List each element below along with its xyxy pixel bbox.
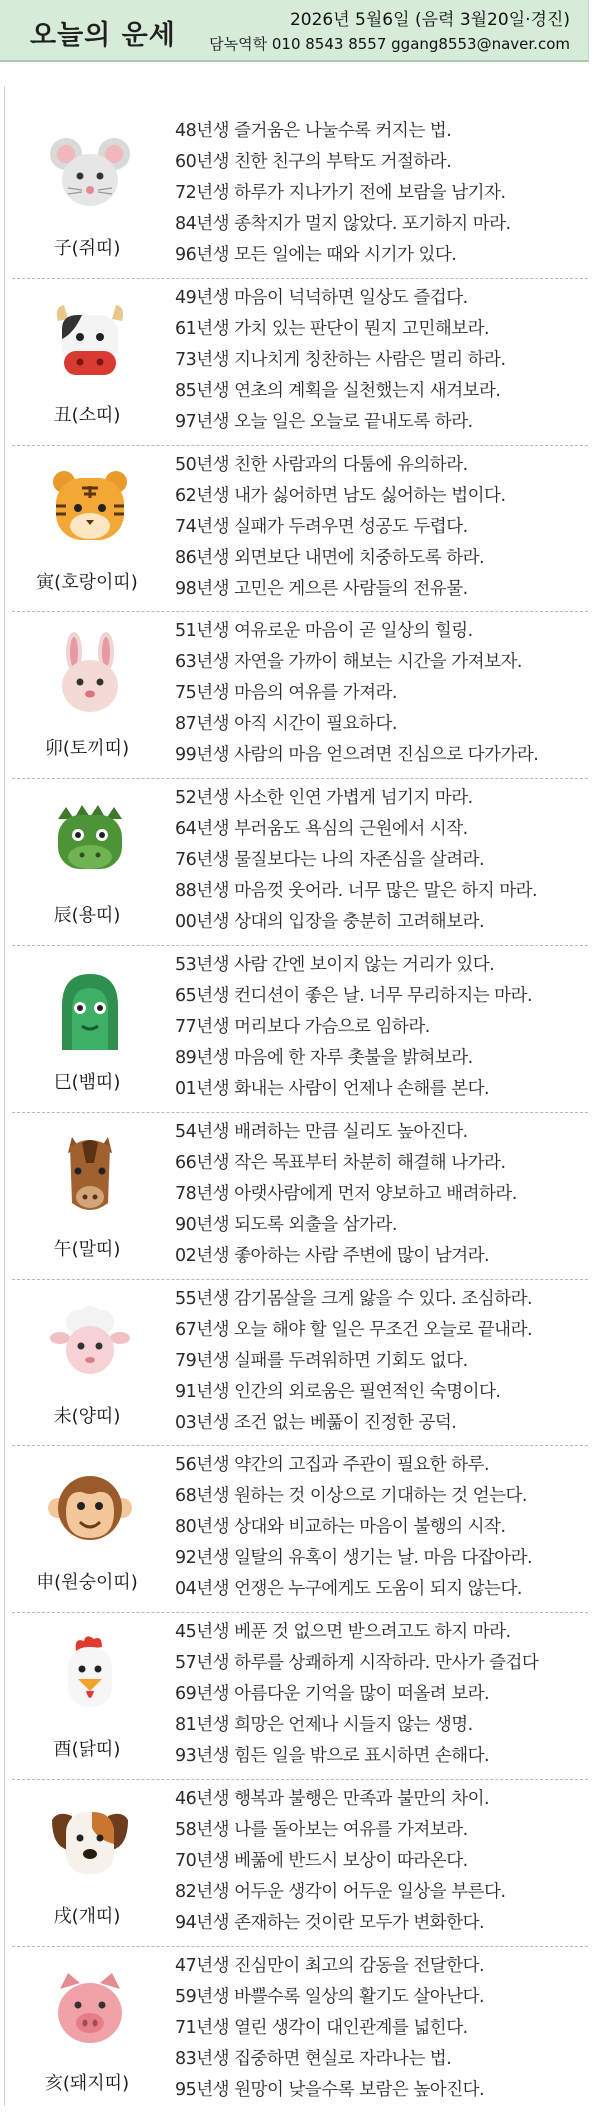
fortune-line: 99년생 사람의 마음 얻으려면 진심으로 다가가라. bbox=[175, 745, 539, 766]
zodiac-animal bbox=[12, 612, 162, 777]
fortune-line: 70년생 베풂에 반드시 보상이 따라온다. bbox=[175, 1850, 468, 1871]
fortune-line: 86년생 외면보단 내면에 치중하도록 하라. bbox=[175, 547, 485, 568]
rat-icon bbox=[48, 132, 132, 216]
zodiac-row bbox=[12, 1613, 588, 1780]
fortune-line: 75년생 마음의 여유를 가져라. bbox=[175, 683, 397, 704]
fortune-line: 62년생 내가 싫어하면 남도 싫어하는 법이다. bbox=[175, 485, 506, 506]
snake-icon bbox=[48, 966, 132, 1050]
page-title: 오늘의 운세 bbox=[30, 20, 176, 51]
zodiac-row bbox=[12, 446, 588, 613]
fortune-line: 55년생 감기몸살을 크게 앓을 수 있다. 조심하라. bbox=[175, 1288, 533, 1309]
zodiac-animal bbox=[12, 1113, 162, 1278]
zodiac-label: 子(쥐띠) bbox=[53, 238, 121, 259]
fortune-line: 88년생 마음껏 웃어라. 너무 많은 말은 하지 마라. bbox=[175, 881, 538, 902]
fortune-line: 57년생 하루를 상쾌하게 시작하라. 만사가 즐겁다 bbox=[175, 1653, 539, 1674]
fortune-line: 65년생 컨디션이 좋은 날. 너무 무리하지는 마라. bbox=[175, 985, 533, 1006]
fortune-line: 77년생 머리보다 가슴으로 임하라. bbox=[175, 1016, 430, 1037]
zodiac-animal bbox=[12, 112, 162, 277]
ox-icon bbox=[48, 299, 132, 383]
fortune-line: 59년생 바쁠수록 일상의 활기도 살아난다. bbox=[175, 1986, 485, 2007]
tiger-icon bbox=[48, 466, 132, 550]
fortune-line: 52년생 사소한 인연 가볍게 넘기지 마라. bbox=[175, 788, 473, 809]
zodiac-animal bbox=[12, 1613, 162, 1778]
zodiac-row bbox=[12, 1280, 588, 1447]
fortune-line: 85년생 연초의 계획을 실천했는지 새겨보라. bbox=[175, 380, 501, 401]
fortune-lines bbox=[175, 116, 595, 271]
fortune-line: 46년생 행복과 불행은 만족과 불만의 차이. bbox=[175, 1788, 490, 1809]
fortune-line: 96년생 모든 일에는 때와 시기가 있다. bbox=[175, 245, 457, 265]
zodiac-row bbox=[12, 612, 588, 779]
fortune-line: 74년생 실패가 두려우면 성공도 두렵다. bbox=[175, 516, 468, 537]
fortune-line: 87년생 아직 시간이 필요하다. bbox=[175, 714, 397, 735]
fortune-line: 80년생 상대와 비교하는 마음이 불행의 시작. bbox=[175, 1517, 506, 1538]
fortune-line: 76년생 물질보다는 나의 자존심을 살려라. bbox=[175, 850, 485, 871]
rabbit-icon bbox=[48, 632, 132, 716]
fortune-line: 98년생 고민은 게으른 사람들의 전유물. bbox=[175, 578, 468, 599]
zodiac-animal bbox=[12, 1280, 162, 1445]
fortune-line: 91년생 인간의 외로움은 필연적인 숙명이다. bbox=[175, 1381, 501, 1402]
zodiac-row bbox=[12, 1113, 588, 1280]
fortune-line: 03년생 조건 없는 베풂이 진정한 공덕. bbox=[175, 1412, 457, 1433]
date-line: 2026년 5월6일 (음력 3월20일·경진) bbox=[289, 10, 570, 30]
zodiac-label: 丑(소띠) bbox=[53, 404, 121, 426]
fortune-line: 53년생 사람 간엔 보이지 않는 거리가 있다. bbox=[175, 954, 495, 975]
sheep-icon bbox=[48, 1300, 132, 1384]
zodiac-row bbox=[12, 1780, 588, 1947]
zodiac-label: 酉(닭띠) bbox=[53, 1739, 121, 1761]
zodiac-row bbox=[12, 779, 588, 946]
contact-line: 담녹역학 010 8543 8557 ggang8553@naver.com bbox=[209, 35, 570, 53]
zodiac-label: 午(말띠) bbox=[53, 1238, 121, 1260]
header-banner bbox=[0, 0, 589, 62]
fortune-line: 56년생 약간의 고집과 주관이 필요한 하루. bbox=[175, 1455, 490, 1476]
fortune-line: 84년생 종착지가 멀지 않았다. 포기하지 마라. bbox=[175, 214, 511, 234]
left-border-line bbox=[4, 86, 5, 2106]
fortune-line: 83년생 집중하면 현실로 자라나는 법. bbox=[175, 2048, 452, 2069]
zodiac-label: 戌(개띠) bbox=[53, 1905, 121, 1927]
zodiac-animal bbox=[12, 446, 162, 611]
fortune-lines bbox=[175, 616, 595, 771]
fortune-line: 94년생 존재하는 것이란 모두가 변화한다. bbox=[175, 1912, 485, 1933]
fortune-line: 79년생 실패를 두려워하면 기회도 없다. bbox=[175, 1350, 468, 1371]
zodiac-row bbox=[12, 279, 588, 446]
fortune-line: 60년생 친한 친구의 부탁도 거절하라. bbox=[175, 152, 452, 172]
fortune-lines bbox=[175, 1450, 595, 1605]
fortune-line: 58년생 나를 돌아보는 여유를 가져보라. bbox=[175, 1819, 468, 1840]
zodiac-row bbox=[12, 1446, 588, 1613]
fortune-line: 90년생 되도록 외출을 삼가라. bbox=[175, 1214, 397, 1235]
fortune-line: 69년생 아름다운 기억을 많이 떠올려 보라. bbox=[175, 1684, 490, 1705]
fortune-line: 61년생 가치 있는 판단이 뭔지 고민해보라. bbox=[175, 318, 490, 339]
zodiac-list bbox=[12, 112, 588, 2113]
fortune-line: 92년생 일탈의 유혹이 생기는 날. 마음 다잡아라. bbox=[175, 1548, 533, 1569]
fortune-line: 97년생 오늘 일은 오늘로 끝내도록 하라. bbox=[175, 411, 473, 432]
horse-icon bbox=[48, 1133, 132, 1217]
zodiac-label: 巳(뱀띠) bbox=[53, 1071, 121, 1093]
fortune-lines bbox=[175, 450, 595, 605]
fortune-line: 48년생 즐거움은 나눌수록 커지는 법. bbox=[175, 121, 452, 141]
fortune-line: 49년생 마음이 넉넉하면 일상도 즐겁다. bbox=[175, 287, 468, 308]
fortune-line: 66년생 작은 목표부터 차분히 해결해 나가라. bbox=[175, 1152, 506, 1173]
fortune-line: 02년생 좋아하는 사람 주변에 많이 남겨라. bbox=[175, 1245, 490, 1266]
fortune-lines bbox=[175, 283, 595, 438]
zodiac-row bbox=[12, 112, 588, 279]
zodiac-animal bbox=[12, 1446, 162, 1611]
zodiac-animal bbox=[12, 279, 162, 444]
fortune-line: 04년생 언쟁은 누구에게도 도움이 되지 않는다. bbox=[175, 1579, 522, 1600]
fortune-line: 54년생 배려하는 만큼 실리도 높아진다. bbox=[175, 1121, 468, 1142]
fortune-lines bbox=[175, 1284, 595, 1439]
zodiac-label: 寅(호랑이띠) bbox=[36, 571, 138, 593]
dragon-icon bbox=[48, 799, 132, 883]
monkey-icon bbox=[48, 1466, 132, 1550]
fortune-line: 89년생 마음에 한 자루 촛불을 밝혀보라. bbox=[175, 1047, 473, 1068]
zodiac-label: 辰(용띠) bbox=[53, 905, 121, 927]
fortune-lines bbox=[175, 783, 595, 938]
fortune-line: 45년생 베푼 것 없으면 받으려고도 하지 마라. bbox=[175, 1622, 511, 1643]
fortune-lines bbox=[175, 1117, 595, 1272]
fortune-line: 68년생 원하는 것 이상으로 기대하는 것 얻는다. bbox=[175, 1486, 527, 1507]
zodiac-animal bbox=[12, 1947, 162, 2112]
fortune-line: 93년생 힘든 일을 밖으로 표시하면 손해다. bbox=[175, 1746, 490, 1767]
zodiac-animal bbox=[12, 1780, 162, 1945]
zodiac-label: 亥(돼지띠) bbox=[44, 2072, 130, 2094]
zodiac-label: 卯(토끼띠) bbox=[44, 738, 130, 760]
fortune-line: 82년생 어두운 생각이 어두운 일상을 부른다. bbox=[175, 1881, 506, 1902]
zodiac-row bbox=[12, 946, 588, 1113]
zodiac-row bbox=[12, 1947, 588, 2113]
zodiac-animal bbox=[12, 946, 162, 1111]
fortune-line: 47년생 진심만이 최고의 감동을 전달한다. bbox=[175, 1955, 485, 1976]
fortune-line: 50년생 친한 사람과의 다툼에 유의하라. bbox=[175, 454, 468, 475]
fortune-lines bbox=[175, 1617, 595, 1772]
fortune-lines bbox=[175, 1951, 595, 2106]
fortune-line: 63년생 자연을 가까이 해보는 시간을 가져보자. bbox=[175, 652, 522, 673]
fortune-line: 95년생 원망이 낮을수록 보람은 높아진다. bbox=[175, 2079, 485, 2100]
fortune-line: 00년생 상대의 입장을 충분히 고려해보라. bbox=[175, 912, 485, 933]
fortune-line: 73년생 지나치게 칭찬하는 사람은 멀리 하라. bbox=[175, 349, 506, 370]
zodiac-label: 未(양띠) bbox=[53, 1405, 121, 1427]
zodiac-label: 申(원숭이띠) bbox=[36, 1572, 138, 1594]
fortune-line: 71년생 열린 생각이 대인관계를 넓힌다. bbox=[175, 2017, 468, 2038]
fortune-line: 51년생 여유로운 마음이 곧 일상의 힐링. bbox=[175, 621, 473, 642]
fortune-line: 72년생 하루가 지나가기 전에 보람을 남기자. bbox=[175, 183, 506, 203]
fortune-line: 67년생 오늘 해야 할 일은 무조건 오늘로 끝내라. bbox=[175, 1319, 533, 1340]
fortune-line: 64년생 부러움도 욕심의 근원에서 시작. bbox=[175, 819, 468, 840]
fortune-line: 81년생 희망은 언제나 시들지 않는 생명. bbox=[175, 1715, 473, 1736]
rooster-icon bbox=[48, 1633, 132, 1717]
fortune-line: 78년생 아랫사람에게 먼저 양보하고 배려하라. bbox=[175, 1183, 517, 1204]
fortune-lines bbox=[175, 950, 595, 1105]
pig-icon bbox=[48, 1967, 132, 2051]
fortune-lines bbox=[175, 1784, 595, 1939]
zodiac-animal bbox=[12, 779, 162, 944]
dog-icon bbox=[48, 1800, 132, 1884]
fortune-line: 01년생 화내는 사람이 언제나 손해를 본다. bbox=[175, 1078, 490, 1099]
